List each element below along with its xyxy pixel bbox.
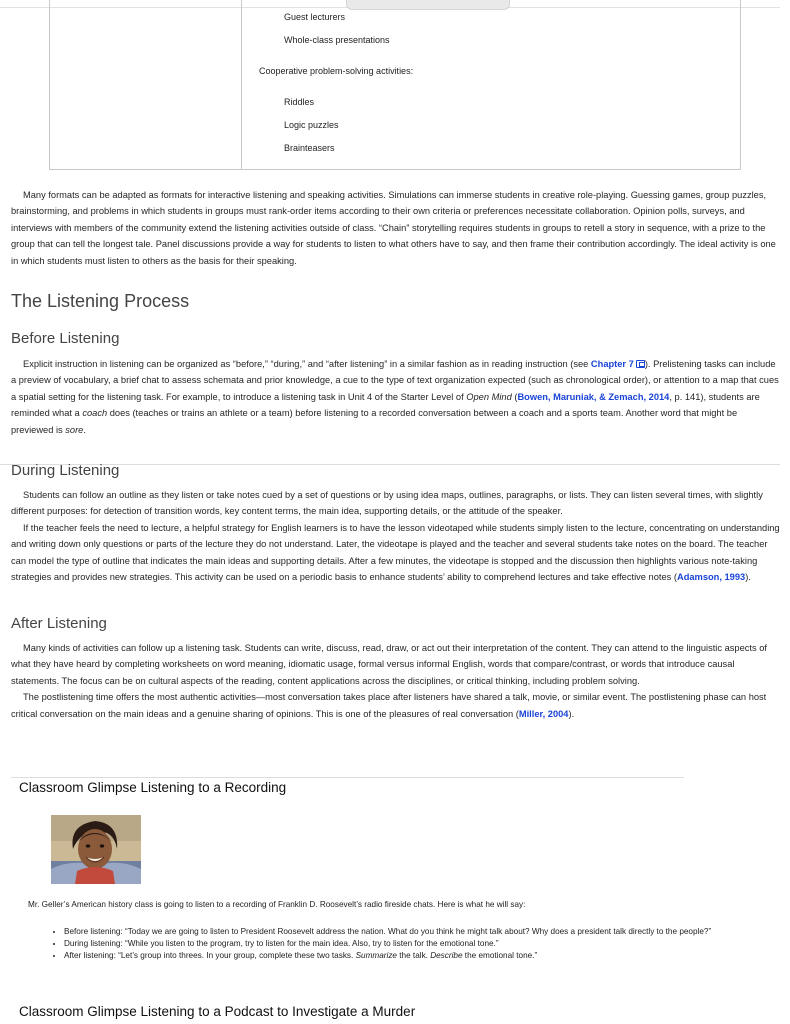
classroom-glimpse-podcast-title: Classroom Glimpse Listening to a Podcast to Investigate a Murder <box>19 1004 416 1019</box>
student-photo <box>51 815 141 884</box>
during-listening-heading: During Listening <box>11 462 120 479</box>
classroom-glimpse-recording-title: Classroom Glimpse Listening to a Recording <box>19 780 287 795</box>
after-listening-heading: After Listening <box>11 615 107 632</box>
list-item: • During listening: “While you listen to the program, try to listen for the main idea. Also, try to listen for the emotional tone.” <box>64 938 724 950</box>
activity-table <box>49 0 741 170</box>
before-listening-heading: Before Listening <box>11 330 120 347</box>
list-item: • Before listening: “Today we are going to listen to President Roosevelt address the nation. What do you think he might talk about? Why does a president talk directly to the people?” <box>64 926 724 938</box>
external-link-icon[interactable] <box>636 360 645 368</box>
before-listening-paragraph: Explicit instruction in listening can be organized as “before,” “during,” and “after listening” in a similar fashion as in reading instruction (see Chapter 7 ). Prelistening tasks can include a preview of vocabulary, a brief chat to assess schemata and prior knowledge, a cue to the type of text organization expected (such as chronological order), or attention to a map that cues a spatial setting for the listening task. For example, to introduce a listening task in Unit 4 of the Starter Level of Open Mind (Bowen, Maruniak, & Zemach, 2014, p. 141), students are reminded what a coach does (teaches or trains an athlete or a team) before listening to a recorded conversation between a coach and a sports team. Another word that might be previewed is sore. <box>11 359 779 435</box>
after-listening-paragraph: Many kinds of activities can follow up a listening task. Students can write, discuss, read, draw, or act out their interpretation of the content. They can attend to the linguistic aspects of what they have heard by completing worksheets on word meaning, idiomatic usage, formal versus informal English, words that compare/contrast, or words that introduce causal statements. The focus can be on cultural aspects of the reading, content applications across the disciplines, or critical thinking, including problem solving. The postlistening time offers the most authentic activities—most conversation takes place after listeners have shared a talk, movie, or similar event. The postlistening phase can host critical conversation on the main ideas and a genuine sharing of opinions. This is one of the pleasures of real conversation (Miller, 2004). <box>11 643 767 719</box>
table-item: Logic puzzles <box>284 120 339 130</box>
glimpse-steps-list <box>40 926 724 963</box>
citation-link-miller[interactable]: Miller, 2004 <box>518 708 569 719</box>
glimpse-intro: Mr. Geller’s American history class is going to listen to a recording of Franklin D. Roosevelt’s radio fireside chats. Here is what he will say: <box>28 900 526 909</box>
citation-link-adamson[interactable]: Adamson, 1993 <box>676 572 746 583</box>
citation-link-bowen[interactable]: Bowen, Maruniak, & Zemach, 2014 <box>517 391 670 402</box>
during-listening-paragraph: Students can follow an outline as they listen or take notes cued by a set of questions or by using idea maps, outlines, paragraphs, or lists. They can listen several times, with slightly different purposes: for detection of transition words, key content terms, the main idea, supporting details, or the attitude of the speaker. If the teacher feels the need to lecture, a helpful strategy for English learners is to have the lesson videotaped while students simply listen to the lecture, concentrating on understanding and writing down only questions or parts of the lecture they do not understand. Later, the videotape is played and the teacher and several students take notes on the board. The teacher can model the type of outline that indicates the main ideas and supporting details. After a few minutes, the videotape is stopped and the discussion then highlights various note-taking strategies and provides new strategies. This activity can be used on a periodic basis to enhance students’ ability to comprehend lectures and take effective notes (Adamson, 1993). <box>11 490 780 583</box>
table-item: Cooperative problem-solving activities: <box>259 66 414 76</box>
chapter-7-link[interactable]: Chapter 7 <box>590 359 634 369</box>
list-item: • After listening: “Let’s group into threes. In your group, complete these two tasks. Summarize the talk. Describe the emotional tone.” <box>64 950 724 962</box>
table-item: Whole-class presentations <box>284 35 390 45</box>
intro-paragraph: Many formats can be adapted as formats for interactive listening and speaking activities. Simulations can immerse students in creative role-playing. Guessing games, group puzzles, brainstorming, and problems in which students in groups must rank-order items according to their own criteria or preferences necessitate collaboration. Opinion polls, surveys, and interviews with members of the community extend the listening activities outside of class. “Chain” storytelling requires students in groups to retell a story in sequence, with a prize to the group that can tell the longest tale. Panel discussions provide a way for students to listen to what others have to say, and then frame their contribution accordingly. The ideal activity is one in which students must listen to others as the basis for their speaking. <box>11 190 776 266</box>
table-column-divider <box>241 0 242 169</box>
table-item: Brainteasers <box>284 143 335 153</box>
section-title: The Listening Process <box>11 291 190 311</box>
table-item: Guest lecturers <box>284 12 346 22</box>
table-item: Riddles <box>284 97 315 107</box>
divider <box>11 777 684 778</box>
